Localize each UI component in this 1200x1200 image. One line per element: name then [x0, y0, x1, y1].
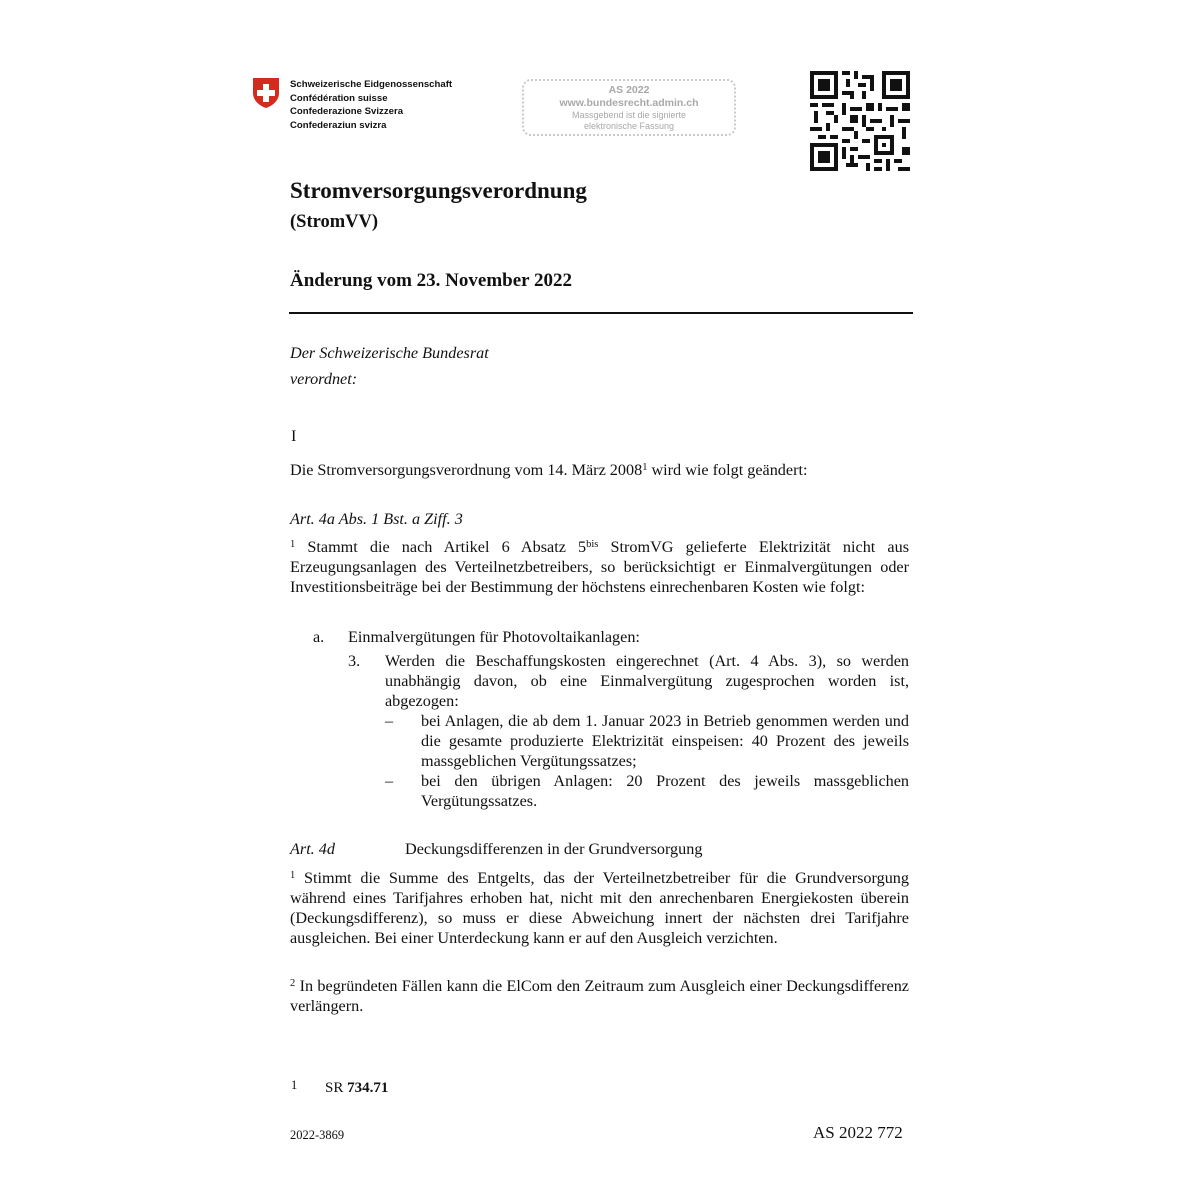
amendment-intro-text: Die Stromversorgungsverordnung vom 14. März 2008: [290, 461, 643, 479]
dash-bullet-2: –: [385, 772, 394, 790]
federation-line-de: Schweizerische Eidgenossenschaft: [290, 79, 453, 90]
list-item-3-text: Werden die Beschaffungskosten eingerechnet (Art. 4 Abs. 3), so werden unabhängig davon, ob eine Einmalvergütung zugesprochen worden ist, abgezogen:: [385, 652, 909, 710]
preamble-decrees: verordnet:: [290, 370, 358, 388]
dash-bullet-1: –: [385, 712, 394, 730]
as-reference: AS 2022 772: [813, 1123, 903, 1142]
paragraph-number: 1: [290, 870, 296, 881]
paragraph-number: 2: [290, 978, 296, 989]
stamp-note-2: elektronische Fassung: [583, 121, 675, 131]
art4a-para-text-end: StromVG gelieferte Elektrizität nicht aus Erzeugungsanlagen des Verteilnetzbetreibers, so berücksichtigt er Einmalvergütungen oder Investitionsbeiträge bei der Bestimmung der höchstens einrechenbaren Kosten wie folgt:: [290, 538, 909, 596]
stamp-note-1: Massgebend ist die signierte: [571, 110, 687, 120]
art4a-para-text-start: Stammt die nach Artikel 6 Absatz 5: [295, 538, 587, 556]
footnote-number: 1: [291, 1078, 298, 1092]
amendment-intro: [290, 460, 807, 480]
footnote-text: [325, 1078, 388, 1098]
footnote-sr-number[interactable]: 734.71: [347, 1080, 389, 1096]
art4d-paragraph-1: [290, 868, 909, 948]
federation-name-block: [290, 78, 452, 132]
document-number: 2022-3869: [290, 1128, 345, 1142]
amendment-intro-tail: wird wie folgt geändert:: [647, 461, 808, 479]
federation-line-rm: Confederaziun svizra: [290, 119, 387, 131]
list-item-a-text: Einmalvergütungen für Photovoltaikanlagen:: [348, 628, 640, 646]
art4a-paragraph-1: [290, 537, 909, 597]
list-letter-a: a.: [313, 628, 325, 646]
qr-code-icon[interactable]: [810, 71, 910, 171]
art4d-p1-text: Stimmt die Summe des Entgelts, das der Verteilnetzbetreiber für die Grundversorgung während eines Tarifjahres erhoben hat, nicht mit den anrechenbaren Energiekosten überein (Deckungsdifferenz), so muss er diese Abweichung innert der nächsten drei Tarifjahre ausgleichen. Bei einer Unterdeckung kann er auf den Ausgleich verzichten.: [290, 869, 909, 947]
art4d-label: Art. 4d: [290, 840, 335, 858]
federation-line-fr: Confédération suisse: [290, 92, 388, 104]
art4d-title: Deckungsdifferenzen in der Grundversorgung: [405, 840, 703, 858]
federation-line-it: Confederazione Svizzera: [290, 106, 404, 117]
swiss-coat-of-arms-icon: [252, 77, 280, 109]
art4a-heading: Art. 4a Abs. 1 Bst. a Ziff. 3: [290, 510, 463, 528]
official-publication-stamp: [522, 79, 736, 136]
decree-abbreviation: (StromVV): [290, 212, 379, 232]
art4d-paragraph-2: [290, 976, 909, 1016]
preamble-authority: Der Schweizerische Bundesrat: [290, 344, 489, 362]
paragraph-number: 1: [290, 539, 296, 550]
footnote-ref-link[interactable]: 1: [642, 462, 648, 473]
art4d-p2-text: In begründeten Fällen kann die ElCom den Zeitraum zum Ausgleich einer Deckungsdifferenz verlängern.: [290, 977, 909, 1015]
decree-title: Stromversorgungsverordnung: [290, 178, 587, 203]
list-number-3: 3.: [348, 652, 361, 670]
footnote-prefix: SR: [325, 1080, 348, 1096]
title-divider: [289, 312, 913, 314]
section-numeral: I: [291, 427, 297, 445]
bis-superscript: bis: [586, 539, 599, 550]
dash-item-1-text: bei Anlagen, die ab dem 1. Januar 2023 in Betrieb genommen werden und die gesamte produzierte Elektrizität einspeisen: 40 Prozent des jeweils massgeblichen Vergütungssatzes;: [421, 712, 909, 770]
amendment-date-heading: Änderung vom 23. November 2022: [290, 270, 573, 291]
dash-item-2-text: bei den übrigen Anlagen: 20 Prozent des jeweils massgeblichen Vergütungssatzes.: [421, 772, 909, 810]
stamp-as-year: AS 2022: [608, 84, 650, 96]
stamp-url: www.bundesrecht.admin.ch: [559, 97, 699, 109]
